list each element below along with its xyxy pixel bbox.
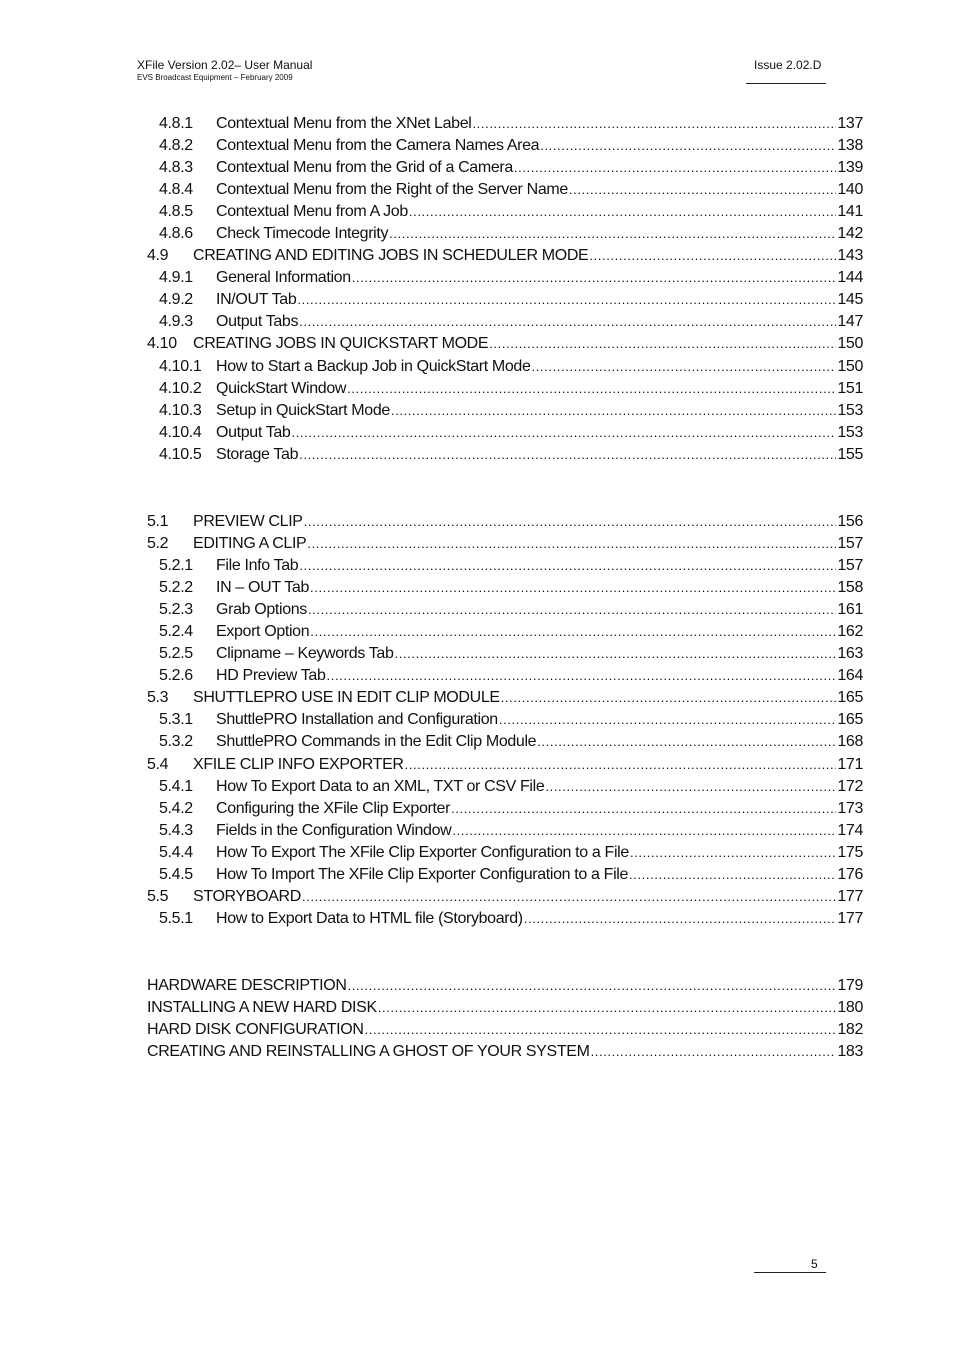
- toc-entry-number: 4.8.6: [159, 225, 193, 243]
- toc-dot-leader: [545, 776, 836, 798]
- toc-entry-page: 177: [837, 887, 863, 905]
- toc-dot-leader: [297, 289, 836, 311]
- toc-entry[interactable]: [147, 709, 863, 731]
- toc-entry[interactable]: [147, 864, 863, 886]
- toc-entry[interactable]: [147, 621, 863, 643]
- toc-entry-page: 144: [837, 269, 863, 287]
- toc-entry[interactable]: [147, 135, 863, 157]
- toc-entry-number: 4.8.2: [159, 137, 193, 155]
- toc-entry[interactable]: [147, 157, 863, 179]
- toc-entry[interactable]: [147, 289, 863, 311]
- toc-entry-page: 182: [837, 1021, 863, 1039]
- toc-entry-number: 5.1: [147, 513, 169, 530]
- toc-entry-title: Contextual Menu from A Job: [216, 203, 408, 221]
- toc-entry-page: 172: [837, 777, 863, 795]
- toc-entry[interactable]: [147, 975, 863, 997]
- toc-dot-leader: [352, 267, 837, 289]
- toc-entry-number: 5.4.4: [159, 843, 193, 861]
- toc-entry-page: 164: [837, 667, 863, 685]
- toc-entry-title: Grab Options: [216, 601, 307, 619]
- toc-entry-title: XFILE CLIP INFO EXPORTER: [193, 755, 404, 773]
- toc-entry[interactable]: [147, 754, 863, 776]
- toc-section-2: [147, 511, 863, 930]
- toc-entry[interactable]: [147, 643, 863, 665]
- toc-dot-leader: [391, 400, 836, 422]
- toc-entry[interactable]: [147, 908, 863, 930]
- toc-entry-page: 157: [837, 557, 863, 575]
- toc-entry-number: 5.4.2: [159, 799, 193, 817]
- toc-dot-leader: [299, 555, 836, 577]
- toc-entry-page: 150: [837, 357, 863, 375]
- toc-entry-title: Export Option: [216, 623, 310, 641]
- toc-entry[interactable]: [147, 665, 863, 687]
- toc-entry-title: EDITING A CLIP: [193, 535, 307, 553]
- header-rule: [746, 83, 826, 84]
- toc-entry-number: 4.8.1: [159, 115, 193, 132]
- toc-entry-title: How To Import The XFile Clip Exporter Configuration to a File: [216, 865, 629, 883]
- toc-entry[interactable]: [147, 687, 863, 709]
- toc-dot-leader: [389, 223, 836, 245]
- toc-entry[interactable]: [147, 798, 863, 820]
- toc-entry-number: 5.4.5: [159, 865, 193, 883]
- toc-entry-number: 5.4.1: [159, 777, 193, 795]
- toc-entry-number: 4.9.3: [159, 313, 193, 331]
- toc-entry-title: PREVIEW CLIP: [193, 513, 303, 530]
- toc-dot-leader: [569, 179, 836, 201]
- toc-entry[interactable]: [147, 223, 863, 245]
- toc-entry-number: 5.2: [147, 535, 169, 553]
- toc-entry-number: 4.8.5: [159, 203, 193, 221]
- toc-entry-number: 4.10: [147, 335, 177, 353]
- toc-entry[interactable]: [147, 776, 863, 798]
- toc-entry-page: 175: [837, 843, 863, 861]
- toc-dot-leader: [452, 820, 836, 842]
- toc-entry-title: Setup in QuickStart Mode: [216, 401, 390, 419]
- toc-entry-number: 4.9.2: [159, 291, 193, 309]
- toc-entry-title: Check Timecode Integrity: [216, 225, 389, 243]
- toc-dot-leader: [292, 422, 837, 444]
- toc-entry-number: 4.9.1: [159, 269, 193, 287]
- toc-entry-title: CREATING JOBS IN QUICKSTART MODE: [193, 335, 489, 353]
- toc-dot-leader: [591, 1041, 837, 1063]
- toc-entry-page: 165: [837, 689, 863, 707]
- toc-entry-number: 4.10.3: [159, 401, 202, 419]
- toc-entry-number: 4.9: [147, 247, 169, 265]
- toc-entry-title: STORYBOARD: [193, 887, 301, 905]
- toc-entry-title: Contextual Menu from the Grid of a Camera: [216, 159, 513, 177]
- toc-dot-leader: [630, 842, 836, 864]
- toc-dot-leader: [347, 378, 836, 400]
- toc-dot-leader: [308, 599, 836, 621]
- toc-entry-page: 141: [837, 203, 863, 221]
- toc-entry-title: How to Export Data to HTML file (Storyboard): [216, 909, 523, 927]
- toc-entry-title: Clipname – Keywords Tab: [216, 645, 394, 663]
- toc-entry-title: Fields in the Configuration Window: [216, 821, 452, 839]
- toc-entry-number: 5.2.4: [159, 623, 193, 641]
- toc-entry-title: IN/OUT Tab: [216, 291, 297, 309]
- toc-entry[interactable]: [147, 511, 863, 533]
- toc-entry-page: 150: [837, 335, 863, 353]
- toc-entry-page: 156: [837, 513, 863, 530]
- toc-entry-title: How To Export The XFile Clip Exporter Configuration to a File: [216, 843, 629, 861]
- toc-entry[interactable]: [147, 533, 863, 555]
- toc-entry-page: 174: [837, 821, 863, 839]
- toc-dot-leader: [524, 908, 837, 930]
- toc-dot-leader: [299, 444, 836, 466]
- toc-entry-title: HARD DISK CONFIGURATION: [147, 1021, 364, 1039]
- toc-dot-leader: [348, 975, 837, 997]
- toc-entry-title: How to Start a Backup Job in QuickStart Mode: [216, 357, 531, 375]
- toc-entry-title: QuickStart Window: [216, 379, 347, 397]
- toc-entry[interactable]: [147, 555, 863, 577]
- toc-entry-page: 155: [837, 445, 863, 463]
- header-document-title: XFile Version 2.02– User Manual: [137, 58, 313, 72]
- toc-entry-title: INSTALLING A NEW HARD DISK: [147, 999, 377, 1017]
- toc-entry[interactable]: [147, 378, 863, 400]
- toc-dot-leader: [532, 356, 837, 378]
- toc-entry-page: 171: [837, 755, 863, 773]
- toc-entry[interactable]: [147, 731, 863, 753]
- toc-entry-title: Output Tab: [216, 423, 291, 441]
- toc-entry-title: HARDWARE DESCRIPTION: [147, 977, 347, 994]
- toc-entry-title: ShuttlePRO Installation and Configuration: [216, 711, 498, 729]
- toc-entry-page: 138: [837, 137, 863, 155]
- toc-entry-page: 168: [837, 733, 863, 751]
- toc-entry-page: 151: [837, 379, 863, 397]
- toc-dot-leader: [472, 113, 836, 135]
- toc-entry[interactable]: [147, 311, 863, 333]
- toc-entry-number: 4.8.3: [159, 159, 193, 177]
- toc-dot-leader: [327, 665, 837, 687]
- toc-entry-number: 5.3.2: [159, 733, 193, 751]
- toc-dot-leader: [395, 643, 837, 665]
- toc-entry[interactable]: [147, 267, 863, 289]
- toc-entry-page: 165: [837, 711, 863, 729]
- toc-entry-number: 4.10.1: [159, 357, 202, 375]
- toc-entry-page: 153: [837, 401, 863, 419]
- toc-entry-title: Configuring the XFile Clip Exporter: [216, 799, 451, 817]
- toc-entry-title: Storage Tab: [216, 445, 299, 463]
- toc-dot-leader: [451, 798, 836, 820]
- toc-dot-leader: [499, 709, 837, 731]
- toc-dot-leader: [409, 201, 836, 223]
- toc-entry-number: 5.2.1: [159, 557, 193, 575]
- toc-entry-page: 147: [837, 313, 863, 331]
- toc-entry[interactable]: [147, 444, 863, 466]
- toc-entry[interactable]: [147, 400, 863, 422]
- toc-entry-page: 173: [837, 799, 863, 817]
- toc-entry-number: 4.8.4: [159, 181, 193, 199]
- toc-dot-leader: [589, 245, 836, 267]
- toc-entry-page: 176: [837, 865, 863, 883]
- toc-entry[interactable]: [147, 422, 863, 444]
- footer-rule: [754, 1272, 826, 1273]
- toc-entry-title: Contextual Menu from the Camera Names Area: [216, 137, 540, 155]
- toc-entry-number: 4.10.5: [159, 445, 202, 463]
- toc-entry[interactable]: [147, 113, 863, 135]
- toc-entry-number: 5.4: [147, 755, 169, 773]
- toc-entry-page: 177: [837, 909, 863, 927]
- toc-entry[interactable]: [147, 245, 863, 267]
- toc-entry-page: 162: [837, 623, 863, 641]
- toc-entry-title: SHUTTLEPRO USE IN EDIT CLIP MODULE: [193, 689, 500, 707]
- toc-entry-page: 142: [837, 225, 863, 243]
- toc-dot-leader: [310, 621, 836, 643]
- toc-dot-leader: [365, 1019, 837, 1041]
- toc-entry-page: 158: [837, 579, 863, 597]
- header-publisher-date: EVS Broadcast Equipment – February 2009: [137, 73, 293, 82]
- toc-entry[interactable]: [147, 333, 863, 355]
- toc-dot-leader: [378, 997, 837, 1019]
- toc-entry-page: 179: [837, 977, 863, 994]
- toc-entry-number: 5.3.1: [159, 711, 193, 729]
- toc-dot-leader: [489, 333, 836, 355]
- header-issue-number: Issue 2.02.D: [754, 58, 822, 72]
- toc-entry[interactable]: [147, 842, 863, 864]
- toc-dot-leader: [514, 157, 836, 179]
- toc-dot-leader: [537, 731, 836, 753]
- toc-entry-number: 5.3: [147, 689, 169, 707]
- toc-entry-number: 4.10.2: [159, 379, 202, 397]
- toc-entry-page: 183: [837, 1043, 863, 1061]
- toc-entry-page: 153: [837, 423, 863, 441]
- toc-entry-number: 5.5.1: [159, 909, 193, 927]
- toc-dot-leader: [302, 886, 836, 908]
- toc-entry-number: 5.2.6: [159, 667, 193, 685]
- footer-page-number: 5: [811, 1257, 818, 1271]
- toc-dot-leader: [501, 687, 837, 709]
- toc-entry-number: 4.10.4: [159, 423, 202, 441]
- toc-section-1: [147, 113, 863, 466]
- toc-entry-page: 137: [837, 115, 863, 132]
- toc-dot-leader: [310, 577, 836, 599]
- toc-entry[interactable]: [147, 886, 863, 908]
- toc-entry[interactable]: [147, 179, 863, 201]
- toc-entry-number: 5.2.5: [159, 645, 193, 663]
- toc-section-3: [147, 975, 863, 1063]
- toc-entry-title: IN – OUT Tab: [216, 579, 310, 597]
- toc-entry-title: General Information: [216, 269, 351, 287]
- toc-entry[interactable]: [147, 599, 863, 621]
- toc-entry[interactable]: [147, 1041, 863, 1063]
- toc-entry-title: Contextual Menu from the XNet Label: [216, 115, 472, 132]
- toc-dot-leader: [540, 135, 836, 157]
- toc-entry-page: 143: [837, 247, 863, 265]
- toc-dot-leader: [304, 511, 837, 533]
- toc-entry-page: 157: [837, 535, 863, 553]
- toc-entry-page: 140: [837, 181, 863, 199]
- toc-entry-title: Contextual Menu from the Right of the Server Name: [216, 181, 568, 199]
- toc-entry[interactable]: [147, 201, 863, 223]
- toc-dot-leader: [405, 754, 837, 776]
- toc-entry-page: 139: [837, 159, 863, 177]
- toc-entry-title: ShuttlePRO Commands in the Edit Clip Module: [216, 733, 537, 751]
- toc-entry-title: How To Export Data to an XML, TXT or CSV File: [216, 777, 545, 795]
- toc-entry-number: 5.2.3: [159, 601, 193, 619]
- toc-entry-title: Output Tabs: [216, 313, 299, 331]
- toc-entry[interactable]: [147, 356, 863, 378]
- toc-entry-number: 5.4.3: [159, 821, 193, 839]
- toc-entry-title: File Info Tab: [216, 557, 299, 575]
- toc-entry-title: CREATING AND EDITING JOBS IN SCHEDULER MODE: [193, 247, 589, 265]
- toc-dot-leader: [307, 533, 836, 555]
- toc-entry-title: HD Preview Tab: [216, 667, 326, 685]
- toc-entry-number: 5.5: [147, 887, 169, 905]
- toc-entry-title: CREATING AND REINSTALLING A GHOST OF YOUR SYSTEM: [147, 1043, 590, 1061]
- toc-entry[interactable]: [147, 1019, 863, 1041]
- toc-entry-page: 163: [837, 645, 863, 663]
- toc-entry[interactable]: [147, 997, 863, 1019]
- toc-dot-leader: [629, 864, 836, 886]
- toc-entry[interactable]: [147, 820, 863, 842]
- toc-entry[interactable]: [147, 577, 863, 599]
- toc-entry-page: 161: [837, 601, 863, 619]
- toc-entry-page: 145: [837, 291, 863, 309]
- toc-entry-page: 180: [837, 999, 863, 1017]
- toc-entry-number: 5.2.2: [159, 579, 193, 597]
- toc-dot-leader: [299, 311, 836, 333]
